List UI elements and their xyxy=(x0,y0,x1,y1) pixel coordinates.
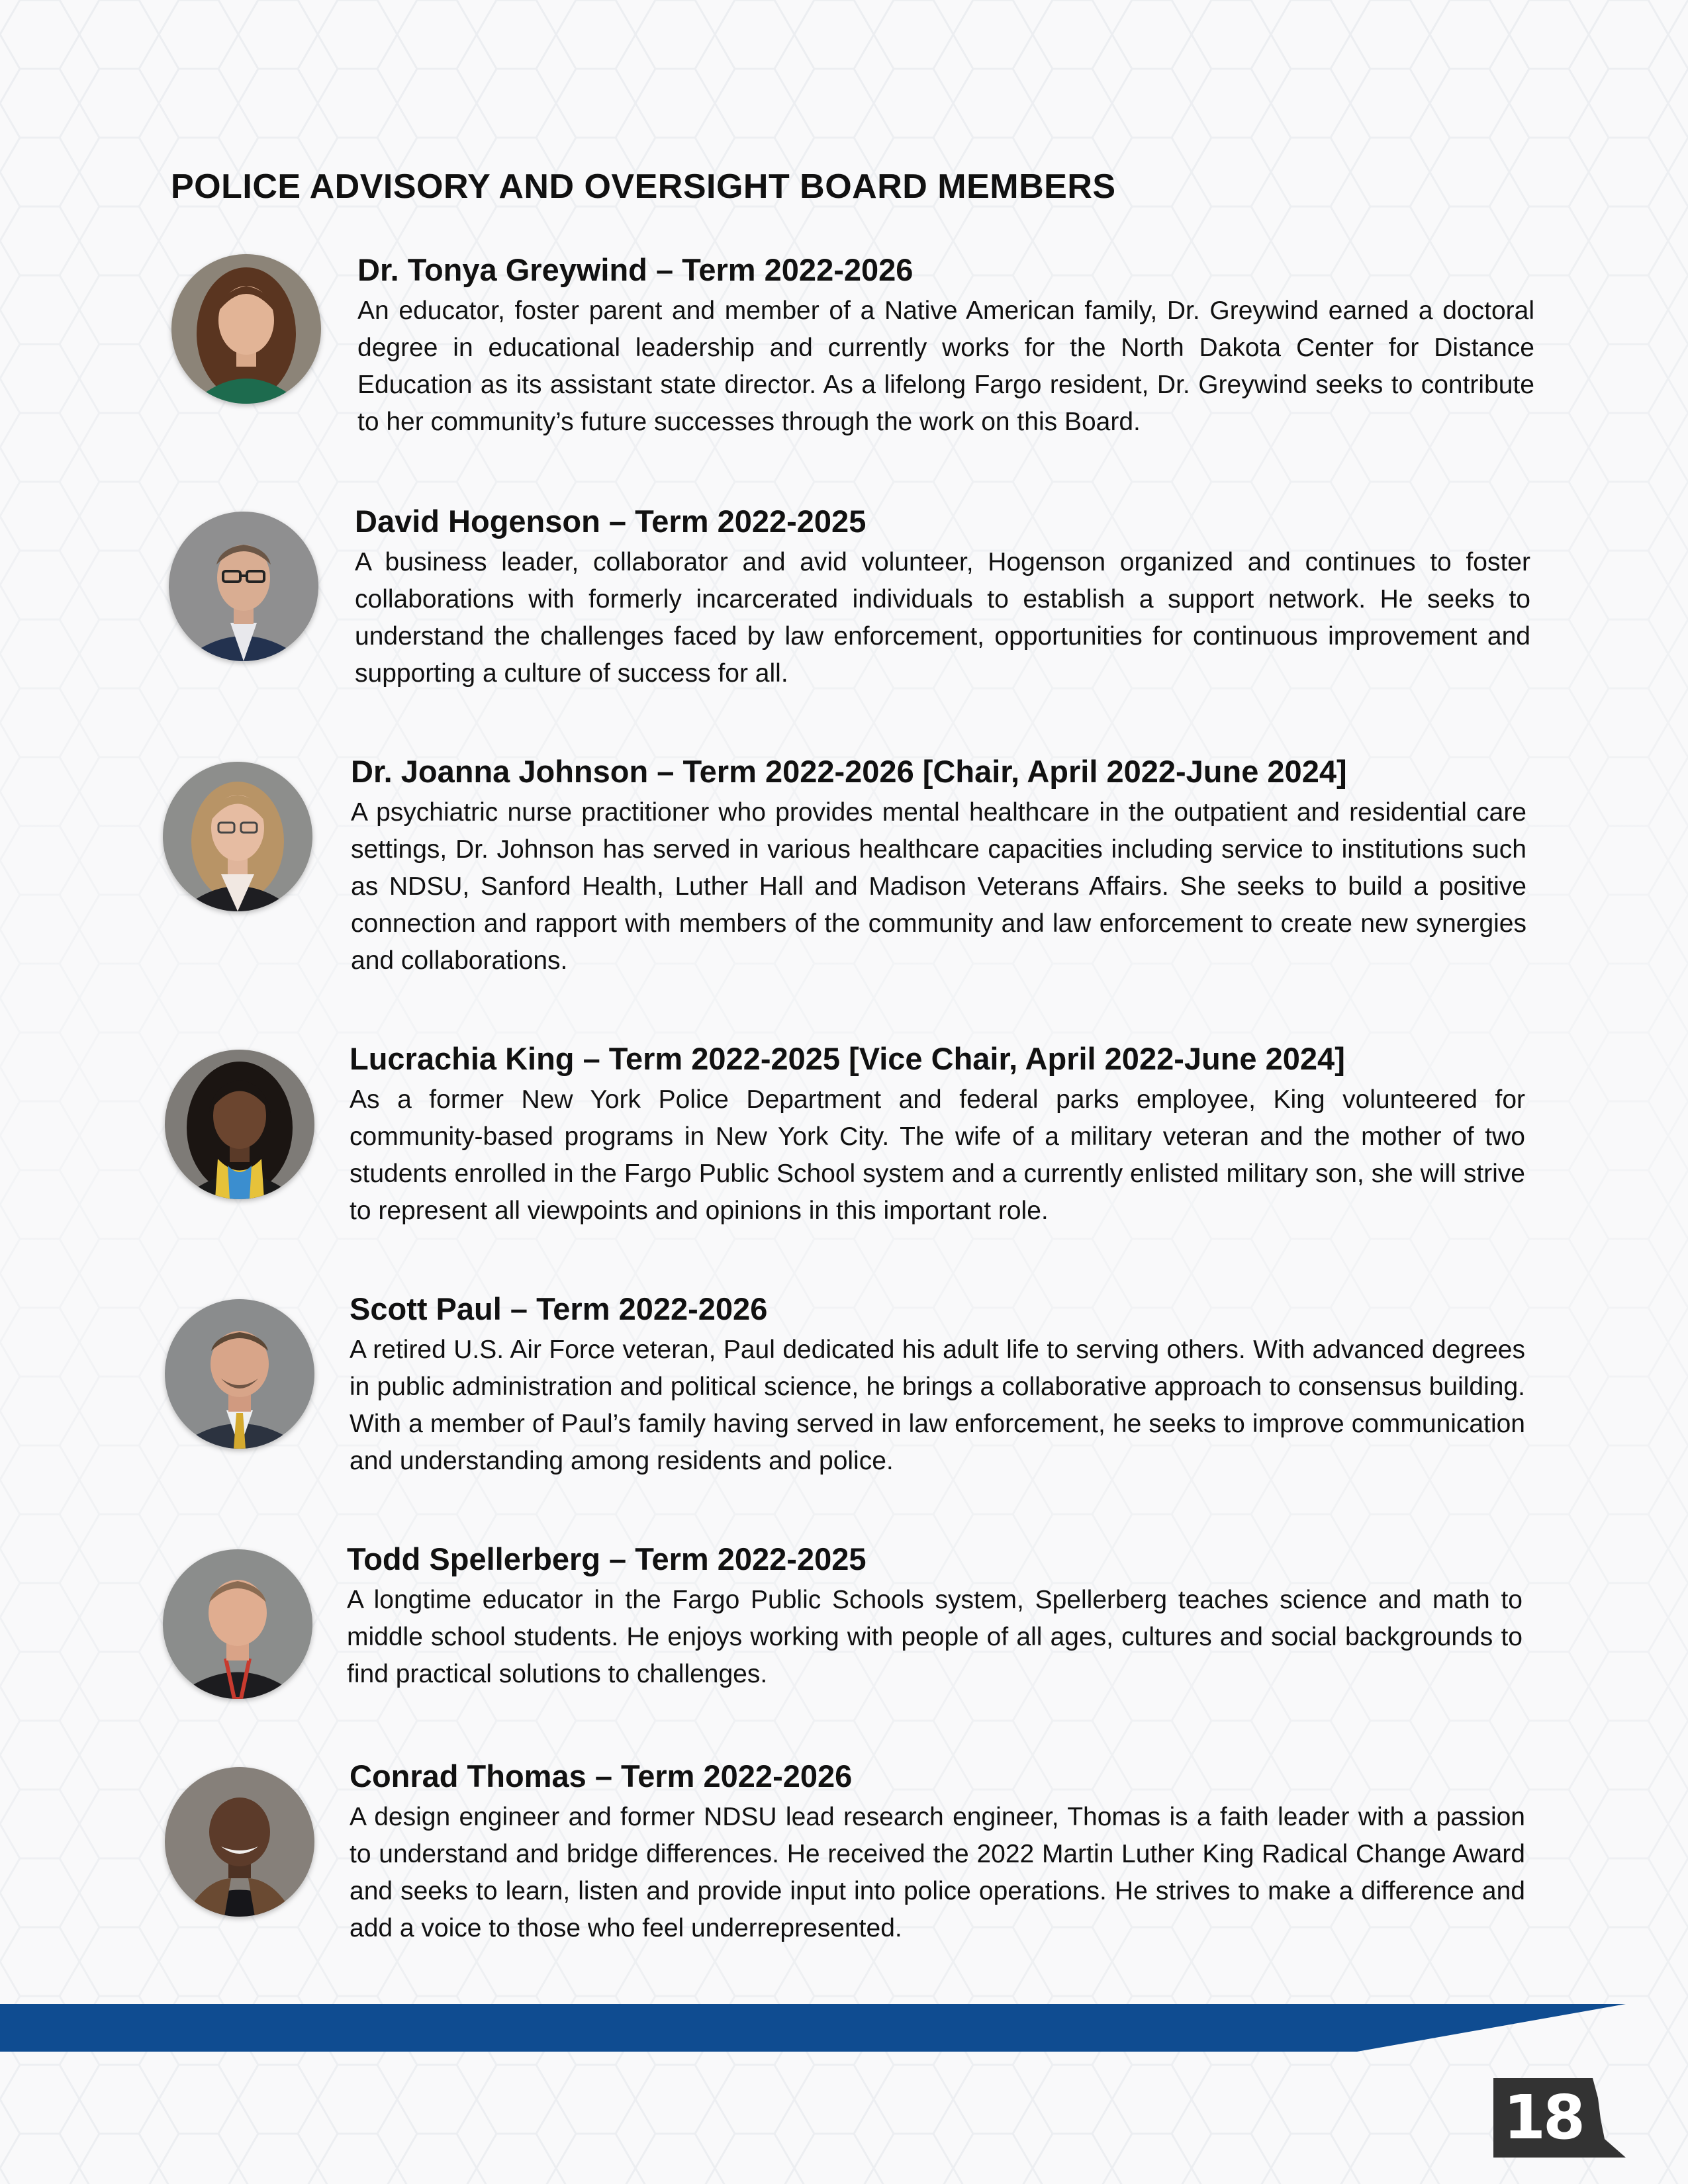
footer-accent-band xyxy=(0,2004,1688,2052)
member-bio: A psychiatric nurse practitioner who provides mental healthcare in the outpatient and residential care settings, Dr. Johnson has served in various healthcare capacities including service to institutions such as NDSU, Sanford Health, Luther Hall and Madison Veterans Affairs. She seeks to build a positive connection and rapport with members of the community and law enforcement to create new synergies and collaborations. xyxy=(351,798,1526,975)
member-bio: A retired U.S. Air Force veteran, Paul dedicated his adult life to serving others. With advanced degrees in public administration and political science, he brings a collaborative approach to consensus building. With a member of Paul’s family having served in law enforcement, he seeks to improve communication and understanding among residents and police. xyxy=(350,1336,1525,1475)
member-bio: An educator, foster parent and member of a Native American family, Dr. Greywind earned a doctoral degree in educational leadership and currently works for the North Dakota Center for Distance Education as its assistant state director. As a lifelong Fargo resident, Dr. Greywind seeks to contribute to her community’s future successes through the work on this Board. xyxy=(357,296,1534,436)
portrait-woman-long-hair-icon xyxy=(171,254,321,404)
portrait-man-lanyard-icon xyxy=(163,1549,312,1699)
member-bio: A business leader, collaborator and avid volunteer, Hogenson organized and continues to foster collaborations with formerly incarcerated individuals to establish a support network. He seeks to understand the challenges faced by law enforcement, opportunities for continuous improvement and supporting a culture of success for all. xyxy=(355,548,1530,688)
portrait-man-smiling-icon xyxy=(165,1767,314,1917)
member-bio: As a former New York Police Department and federal parks employee, King volunteered for community-based programs in New York City. The wife of a military veteran and the mother of two students enrolled in the Fargo Public School system and a currently enlisted military son, she will strive to represent all viewpoints and opinions in this important role. xyxy=(350,1085,1525,1225)
avatar xyxy=(169,512,318,661)
member-name: David Hogenson – Term 2022-2025 xyxy=(355,504,867,539)
page-number: 18 xyxy=(1503,2082,1583,2153)
member-name: Dr. Tonya Greywind – Term 2022-2026 xyxy=(357,252,914,287)
avatar xyxy=(171,254,321,404)
member-name: Lucrachia King – Term 2022-2025 [Vice Chair, April 2022-June 2024] xyxy=(350,1041,1345,1076)
member-name: Todd Spellerberg – Term 2022-2025 xyxy=(347,1541,867,1576)
page-number-badge xyxy=(1493,2078,1626,2158)
avatar xyxy=(165,1050,314,1199)
member-name: Scott Paul – Term 2022-2026 xyxy=(350,1291,768,1326)
avatar xyxy=(165,1767,314,1917)
portrait-man-suit-icon xyxy=(165,1299,314,1449)
portrait-woman-scarf-icon xyxy=(165,1050,314,1199)
avatar xyxy=(163,762,312,911)
member-name: Conrad Thomas – Term 2022-2026 xyxy=(350,1758,853,1794)
portrait-woman-glasses-icon xyxy=(163,762,312,911)
avatar xyxy=(165,1299,314,1449)
member-name: Dr. Joanna Johnson – Term 2022-2026 [Chair, April 2022-June 2024] xyxy=(351,754,1347,789)
page-title: POLICE ADVISORY AND OVERSIGHT BOARD MEMBERS xyxy=(171,167,1116,206)
member-bio: A design engineer and former NDSU lead research engineer, Thomas is a faith leader with a passion to understand and bridge differences. He received the 2022 Martin Luther King Radical Change Award and seeks to learn, listen and provide input into police operations. He strives to make a difference and add a voice to those who feel underrepresented. xyxy=(350,1803,1525,1942)
avatar xyxy=(163,1549,312,1699)
member-bio: A longtime educator in the Fargo Public Schools system, Spellerberg teaches science and math to middle school students. He enjoys working with people of all ages, cultures and social backgrounds to find practical solutions to challenges. xyxy=(347,1586,1523,1688)
portrait-man-glasses-icon xyxy=(169,512,318,661)
